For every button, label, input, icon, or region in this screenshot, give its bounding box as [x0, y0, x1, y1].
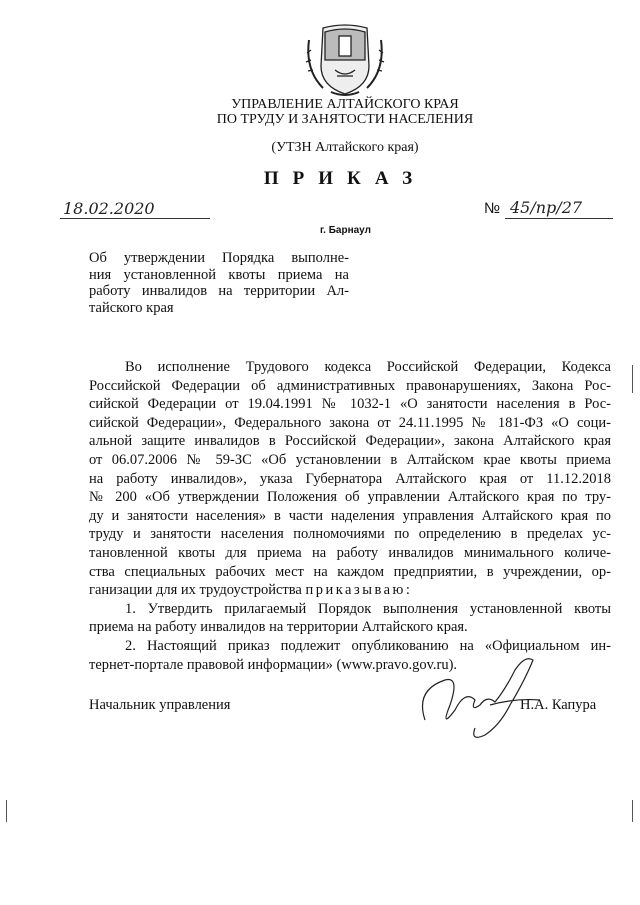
- body-line: труду и занятости населения полномочиями по определению в пределах ус-: [89, 526, 611, 543]
- order-subject: [89, 250, 349, 316]
- date-underline: [60, 218, 210, 219]
- org-short-name: (УТЗН Алтайского края): [271, 140, 419, 155]
- scan-margin-mark: [632, 800, 633, 822]
- subject-line: тайского края: [89, 299, 174, 316]
- subject-line: работу инвалидов на территории Ал-: [89, 283, 349, 299]
- body-line: № 200 «Об утверждении Положения об управлении Алтайского края по тру-: [89, 489, 611, 506]
- signatory-name: Н.А. Капура: [520, 697, 597, 713]
- body-line-text: ганизации для их трудоустройства: [89, 582, 302, 599]
- body-line: ду и занятости населения» в части наделения управления Алтайского края по: [89, 507, 611, 524]
- body-line: альной защите инвалидов в Российской Федерации», закона Алтайского края: [89, 433, 611, 450]
- item-1-line1: 1. Утвердить прилагаемый Порядок выполнения установленной квоты: [125, 600, 611, 617]
- body-line: сийской Федерации от 19.04.1991 № 1032-1 «О занятости населения в Рос-: [89, 396, 611, 413]
- item-1-line2: приема на работу инвалидов на территории Алтайского края.: [89, 619, 468, 636]
- order-number: 45/пр/27: [510, 198, 583, 217]
- coat-of-arms-emblem: [303, 20, 387, 98]
- body-line: Во исполнение Трудового кодекса Российской Федерации, Кодекса: [125, 359, 611, 375]
- scan-margin-mark: [632, 365, 633, 393]
- body-line: на работу инвалидов», указа Губернатора Алтайского края от 11.12.2018: [89, 470, 611, 487]
- body-line: сийской Федерации», Федерального закона от 24.11.1995 № 181-ФЗ «О соци-: [89, 414, 611, 431]
- order-date: 18.02.2020: [63, 199, 155, 218]
- order-body: [89, 358, 611, 674]
- item-2-line1: 2. Настоящий приказ подлежит опубликованию на «Официальном ин-: [125, 637, 611, 654]
- number-label: №: [484, 200, 501, 217]
- subject-line: ния установленной квоты приема на: [89, 266, 349, 283]
- body-line: [89, 581, 611, 600]
- subject-line: Об утверждении Порядка выполне-: [89, 250, 349, 266]
- body-line: Российской Федерации об административных правонарушениях, Закона Рос-: [89, 377, 611, 394]
- item-2-line2: тернет-портале правовой информации» (www.pravo.gov.ru).: [89, 656, 458, 673]
- document-title: ПРИКАЗ: [263, 168, 427, 189]
- signatory-position: Начальник управления: [89, 697, 231, 713]
- order-word: приказываю:: [305, 582, 413, 599]
- body-line: ства специальных рабочих мест на каждом предприятии, в учреждении, ор-: [89, 563, 611, 580]
- org-name-line1: УПРАВЛЕНИЕ АЛТАЙСКОГО КРАЯ: [231, 97, 459, 112]
- body-line: тановленной квоты для приема на работу инвалидов минимального количе-: [89, 544, 611, 561]
- scan-margin-mark: [6, 800, 7, 822]
- body-line: от 06.07.2006 № 59-ЗС «Об установлении в Алтайском крае квоты приема: [89, 451, 611, 468]
- org-name-line2: ПО ТРУДУ И ЗАНЯТОСТИ НАСЕЛЕНИЯ: [216, 112, 474, 127]
- city: г. Барнаул: [320, 225, 371, 236]
- number-underline: [505, 218, 613, 219]
